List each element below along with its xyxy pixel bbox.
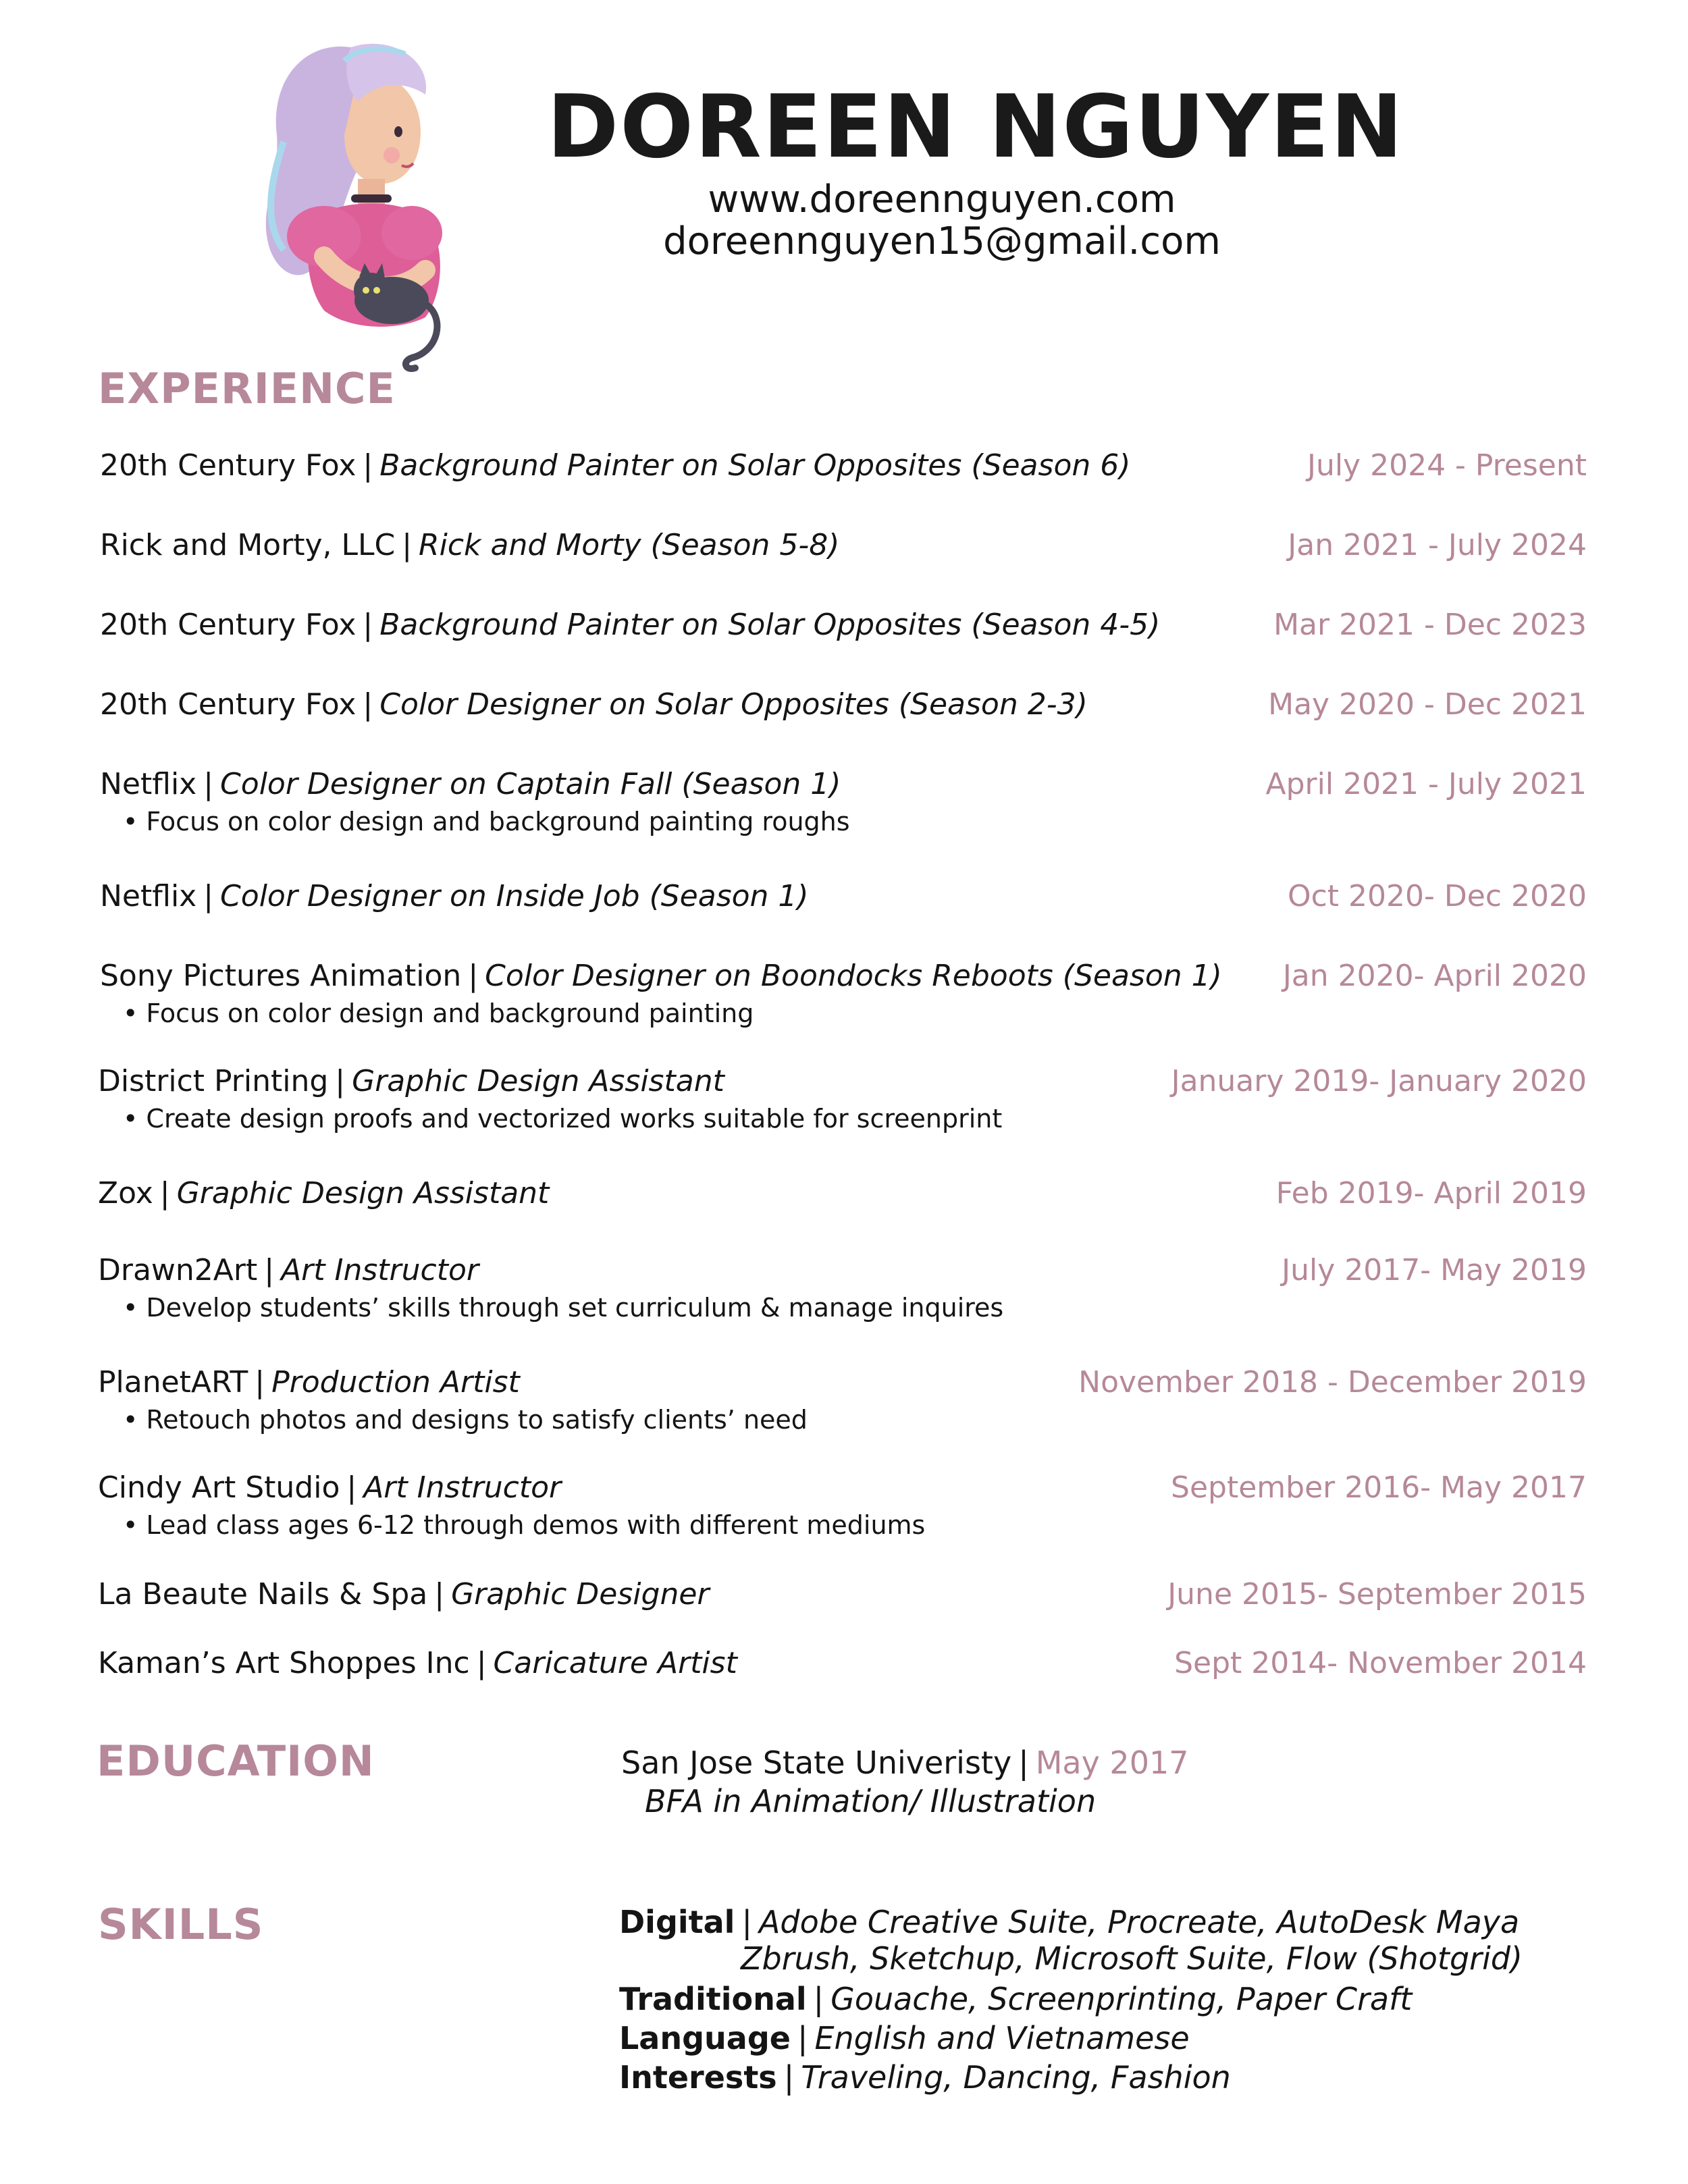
bullet-text: Focus on color design and background painting [146,998,754,1028]
job-role: Graphic Design Assistant [176,1176,550,1210]
job-role: Art Instructor [281,1253,479,1287]
experience-entry [100,610,1160,640]
separator: | [335,1064,346,1098]
email-link[interactable]: doreennguyen15@gmail.com [663,219,1221,263]
employer-name: Zox [98,1176,153,1210]
job-dates: Feb 2019- April 2019 [1275,1176,1587,1210]
skills-heading: SKILLS [98,1900,264,1949]
separator: | [363,448,373,483]
experience-entry [100,687,1088,722]
resume-name: DOREEN NGUYEN [547,77,1404,178]
job-role: Color Designer on Inside Job (Season 1) [220,879,809,913]
job-dates: Jan 2021 - July 2024 [1288,528,1587,562]
separator: | [783,2059,795,2096]
separator: | [159,1176,170,1210]
experience-heading: EXPERIENCE [98,364,396,413]
job-dates: September 2016- May 2017 [1171,1470,1587,1505]
skill-row-interests [619,2059,1231,2096]
job-dates: June 2015- September 2015 [1167,1577,1587,1612]
employer-name: Netflix [100,767,197,801]
separator: | [363,687,373,722]
employer-name: 20th Century Fox [100,687,357,722]
job-dates: Jan 2020- April 2020 [1282,959,1587,993]
skill-values: English and Vietnamese [814,2020,1190,2056]
skill-label: Traditional [619,1981,807,2017]
avatar-illustration [243,34,473,378]
experience-entry [98,1176,550,1210]
job-role: Background Painter on Solar Opposites (Season 6) [379,448,1131,483]
job-dates: July 2024 - Present [1307,448,1587,483]
skill-values: Zbrush, Sketchup, Microsoft Suite, Flow (Shotgrid) [741,1940,1523,1977]
degree: BFA in Animation/ Illustration [645,1783,1097,1819]
skill-row-traditional [619,1983,1412,2015]
experience-entry [98,1470,562,1505]
skill-values: Adobe Creative Suite, Procreate, AutoDesk Maya [758,1904,1520,1940]
job-role: Rick and Morty (Season 5-8) [419,528,840,562]
employer-name: Netflix [100,879,197,913]
bullet-dot: • [123,807,138,836]
school-name: San Jose State Univeristy [621,1744,1012,1781]
bullet-text: Focus on color design and background painting roughs [146,807,850,836]
job-bullet [123,809,850,834]
experience-entry [98,1253,479,1287]
job-bullet [123,1104,1003,1134]
website-link[interactable]: www.doreennguyen.com [708,178,1176,221]
separator: | [813,1981,824,2017]
separator: | [255,1365,265,1400]
job-dates: January 2019- January 2020 [1171,1064,1587,1098]
bullet-text: Lead class ages 6-12 through demos with different mediums [146,1510,926,1540]
bullet-dot: • [123,1405,138,1435]
employer-name: PlanetART [98,1365,248,1400]
employer-name: 20th Century Fox [100,448,357,483]
separator: | [203,879,214,913]
job-role: Graphic Designer [451,1577,710,1612]
job-dates: Oct 2020- Dec 2020 [1287,879,1587,913]
job-bullet [123,998,754,1028]
separator: | [363,608,373,642]
employer-name: 20th Century Fox [100,608,357,642]
job-role: Color Designer on Solar Opposites (Season 2-3) [379,687,1088,722]
separator: | [402,528,413,562]
bullet-text: Develop students’ skills through set curriculum & manage inquires [146,1293,1004,1323]
employer-name: Kaman’s Art Shoppes Inc [98,1646,470,1680]
skill-row-language [619,2020,1190,2056]
bullet-dot: • [123,1104,138,1134]
employer-name: District Printing [98,1064,329,1098]
job-bullet [123,1512,925,1538]
bullet-text: Create design proofs and vectorized works suitable for screenprint [146,1104,1003,1134]
job-role: Production Artist [271,1365,520,1400]
separator: | [346,1470,357,1505]
separator: | [264,1253,275,1287]
experience-entry [98,1577,710,1612]
job-role: Caricature Artist [493,1646,737,1680]
bullet-dot: • [123,1510,138,1540]
job-role: Art Instructor [363,1470,562,1505]
job-bullet [123,1295,1003,1321]
job-dates: April 2021 - July 2021 [1265,767,1587,801]
job-role: Color Designer on Boondocks Reboots (Season 1) [485,959,1222,993]
skill-label: Interests [619,2059,777,2096]
experience-entry [100,448,1131,483]
graduation-date: May 2017 [1035,1744,1189,1781]
separator: | [468,959,479,993]
separator: | [741,1904,752,1940]
experience-entry [98,1365,520,1400]
skill-label: Language [619,2020,791,2056]
experience-entry [100,767,841,801]
bullet-dot: • [123,998,138,1028]
separator: | [1018,1744,1029,1781]
bullet-text: Retouch photos and designs to satisfy clients’ need [146,1405,808,1435]
job-role: Graphic Design Assistant [352,1064,724,1098]
experience-entry [100,528,840,562]
separator: | [434,1577,445,1612]
skill-label: Digital [619,1904,735,1940]
separator: | [203,767,214,801]
skill-values: Traveling, Dancing, Fashion [801,2059,1231,2096]
job-role: Background Painter on Solar Opposites (Season 4-5) [379,608,1161,642]
skill-row-digital [619,1904,1520,1940]
job-dates: May 2020 - Dec 2021 [1268,687,1587,722]
separator: | [476,1646,487,1680]
job-dates: November 2018 - December 2019 [1078,1365,1587,1400]
employer-name: Sony Pictures Animation [100,959,462,993]
education-heading: EDUCATION [97,1736,375,1786]
skill-values: Gouache, Screenprinting, Paper Craft [830,1981,1413,2017]
job-dates: Sept 2014- November 2014 [1174,1646,1587,1680]
education-entry [621,1744,1189,1781]
experience-entry [98,1064,724,1098]
employer-name: La Beaute Nails & Spa [98,1577,428,1612]
job-bullet [123,1407,808,1433]
employer-name: Drawn2Art [98,1253,258,1287]
separator: | [797,2020,808,2056]
employer-name: Rick and Morty, LLC [100,528,396,562]
experience-entry [98,1646,737,1680]
bullet-dot: • [123,1293,138,1323]
job-dates: Mar 2021 - Dec 2023 [1273,608,1587,642]
experience-entry [100,961,1222,991]
job-dates: July 2017- May 2019 [1282,1253,1587,1287]
employer-name: Cindy Art Studio [98,1470,340,1505]
skill-row-digital-continued [741,1940,1523,1977]
experience-entry [100,879,809,913]
job-role: Color Designer on Captain Fall (Season 1) [220,767,841,801]
